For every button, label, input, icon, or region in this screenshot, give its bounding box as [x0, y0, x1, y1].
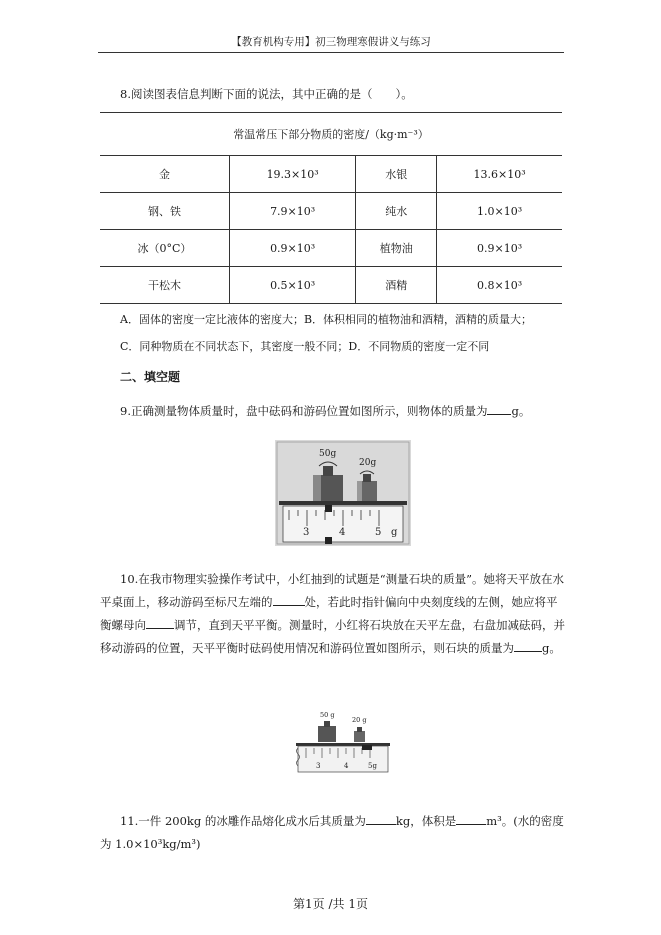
weight-50g-label: 50 g — [320, 711, 335, 719]
scale-label-4: 4 — [339, 527, 346, 538]
table-caption-row — [100, 113, 562, 156]
table-cell: 0.5×10³ — [229, 267, 355, 304]
table-cell: 7.9×10³ — [229, 193, 355, 230]
table-cell: 1.0×10³ — [437, 193, 562, 230]
scale-label-5: 5 — [375, 527, 382, 538]
q10-text-3: 调节，直到天平平衡。测量时，小红将石块放在天平左盘，右盘加减砝码，并移动游码的位置，天平平衡时砝码使用情况和游码位置如图所示，则石块的质量为 — [100, 618, 565, 655]
q11-text-3: m³。(水的密度为 1.0×10³kg/m³) — [100, 814, 564, 851]
q11-blank-1[interactable] — [366, 812, 396, 825]
table-cell: 纯水 — [356, 193, 437, 230]
q11-text — [100, 810, 566, 856]
scale-label-5g: 5g — [368, 762, 377, 770]
page-header — [98, 34, 564, 53]
section-title: 二、填空题 — [120, 370, 181, 384]
weight-20g-label: 20 g — [352, 716, 367, 724]
table-cell: 0.9×10³ — [229, 230, 355, 267]
q8-options-ab: A．固体的密度一定比液体的密度大；B．体积相同的植物油和酒精，酒精的质量大； — [120, 313, 533, 326]
q10-balance-figure — [292, 708, 392, 788]
table-row — [100, 193, 562, 230]
weight-50g-label: 50g — [319, 449, 337, 459]
page-footer — [0, 895, 661, 912]
scale-label-3: 3 — [316, 762, 321, 770]
rider-top — [325, 505, 332, 512]
q9-text-after: g。 — [511, 404, 531, 418]
density-table — [100, 112, 562, 304]
q10-text — [100, 568, 566, 660]
scale-label-3: 3 — [303, 527, 310, 538]
table-row — [100, 230, 562, 267]
q10-blank-1[interactable] — [273, 593, 305, 606]
q9-text-before: 9.正确测量物体质量时，盘中砝码和游码位置如图所示，则物体的质量为 — [120, 404, 488, 418]
q11-text-1: 11.一件 200kg 的冰雕作品熔化成水后其质量为 — [120, 814, 366, 828]
table-cell: 植物油 — [356, 230, 437, 267]
scale-label-4: 4 — [344, 762, 349, 770]
table-cell: 水银 — [356, 156, 437, 193]
weight-20g — [352, 716, 367, 742]
table-cell: 0.9×10³ — [437, 230, 562, 267]
table-row — [100, 267, 562, 304]
q9-answer-blank[interactable] — [487, 402, 511, 415]
q9-text — [120, 402, 530, 418]
q10-text-4: g。 — [542, 641, 561, 655]
q10-blank-2[interactable] — [146, 616, 174, 629]
table-caption: 常温常压下部分物质的密度/（kg·m⁻³） — [100, 113, 562, 156]
q10-blank-3[interactable] — [514, 639, 542, 652]
table-cell: 干松木 — [100, 267, 229, 304]
table-row — [100, 156, 562, 193]
table-cell: 金 — [100, 156, 229, 193]
rider-bottom — [325, 537, 332, 544]
table-cell: 19.3×10³ — [229, 156, 355, 193]
table-cell: 0.8×10³ — [437, 267, 562, 304]
table-cell: 钢、铁 — [100, 193, 229, 230]
table-cell: 酒精 — [356, 267, 437, 304]
table-cell: 13.6×10³ — [437, 156, 562, 193]
scale-label-g: g — [391, 527, 398, 538]
table-cell: 冰（0°C） — [100, 230, 229, 267]
q8-options-cd: C．同种物质在不同状态下，其密度一般不同；D．不同物质的密度一定不同 — [120, 340, 490, 353]
q8-stem: 8.阅读图表信息判断下面的说法，其中正确的是（ ）。 — [120, 87, 413, 101]
q10-text-2: 处，若此时指针偏向中央刻度线的左侧，她应将平衡螺母向 — [100, 595, 558, 632]
weight-20g-label: 20g — [359, 458, 377, 468]
q11-blank-2[interactable] — [456, 812, 486, 825]
page-number: 第1页 /共 1页 — [293, 897, 368, 911]
rider — [362, 745, 372, 750]
weight-50g — [318, 711, 336, 742]
q9-balance-figure — [275, 440, 411, 546]
q11-text-2: kg，体积是 — [395, 814, 457, 828]
q10-text-1: 10.在我市物理实验操作考试中，小红抽到的试题是“测量石块的质量”。她将天平放在水平桌面上，移动游码至标尺左端的 — [100, 572, 565, 609]
header-title: 【教育机构专用】初三物理寒假讲义与练习 — [231, 36, 431, 48]
